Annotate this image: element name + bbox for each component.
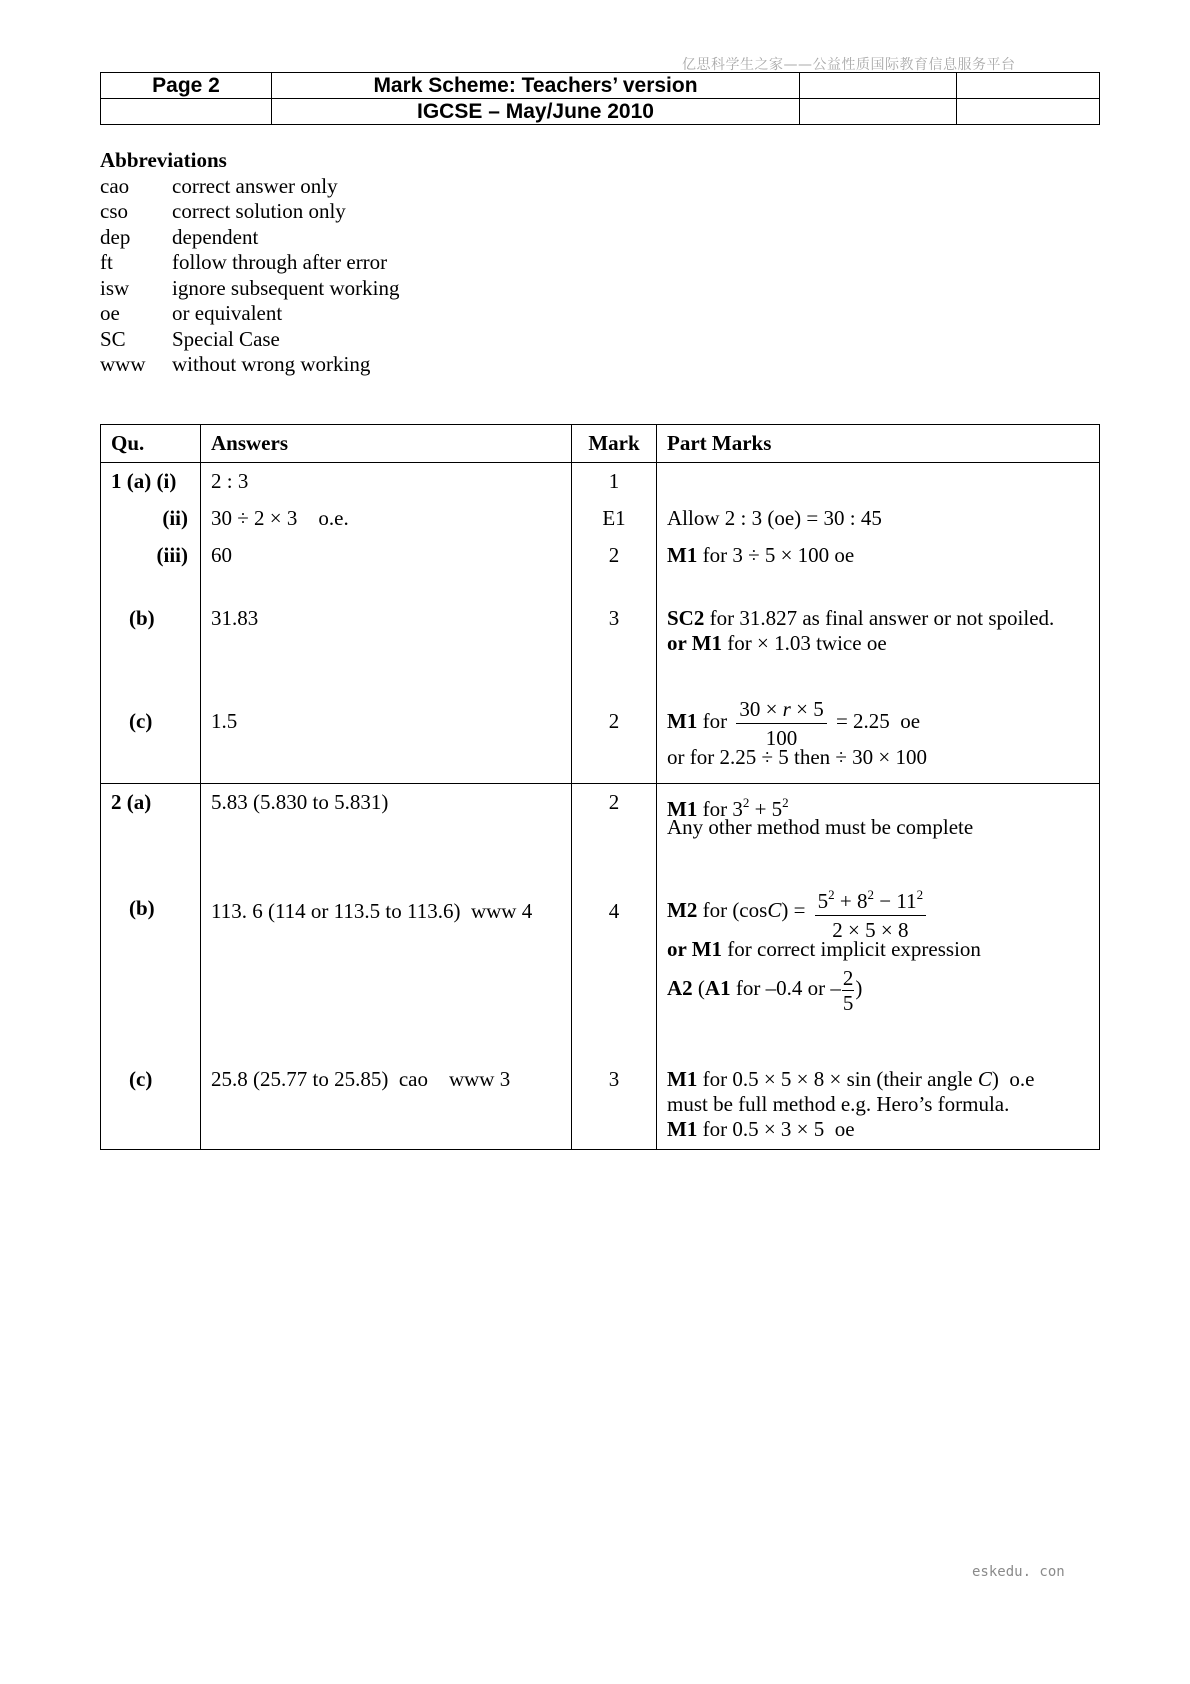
abbreviation-code: isw (100, 275, 130, 300)
question-2-section (101, 784, 1100, 1150)
mark-value: E1 (602, 506, 626, 530)
exponent: 2 (916, 886, 924, 902)
numerator-part: + 8 (834, 888, 868, 913)
part-marks-column (657, 463, 1100, 784)
question-column (101, 463, 201, 784)
mark-value: 3 (608, 1067, 620, 1091)
column-header-qu: Qu. (101, 425, 201, 463)
mark-value: 2 (608, 709, 620, 733)
answer-text: 31.83 (211, 606, 259, 630)
abbreviation-meaning: ignore subsequent working (172, 275, 400, 300)
header-empty-cell (957, 99, 1100, 125)
question-label: 2 (a) (111, 790, 152, 814)
abbreviation-meaning: Special Case (172, 326, 280, 351)
header-empty-cell (957, 73, 1100, 99)
column-header-answers: Answers (201, 425, 572, 463)
fraction-numerator: 2 (842, 965, 854, 990)
abbreviation-row (100, 301, 399, 327)
mark-value: 2 (608, 790, 620, 814)
answers-column (201, 463, 572, 784)
fraction (815, 881, 926, 944)
part-mark-detail: for 0.5 × 5 × 8 × sin (their angle (697, 1067, 978, 1091)
fraction (842, 966, 855, 1015)
mark-code: A2 (667, 976, 693, 1000)
abbreviation-meaning: dependent (172, 224, 259, 249)
part-mark-detail: for correct implicit expression (722, 937, 981, 961)
abbreviation-row (100, 225, 399, 251)
answer-text: 30 ÷ 2 × 3 o.e. (211, 506, 349, 530)
part-mark-text (667, 1067, 1034, 1093)
part-mark-detail: for –0.4 or – (730, 976, 841, 1000)
part-mark-text (667, 606, 1054, 632)
mark-code: A1 (704, 976, 731, 1000)
abbreviation-row (100, 174, 399, 200)
abbreviation-meaning: correct solution only (172, 199, 346, 223)
numerator-part: 5 (817, 888, 829, 913)
mark-value: 2 (608, 543, 620, 567)
part-mark-detail: for (cos (697, 898, 768, 922)
mark-value: 4 (608, 899, 620, 923)
part-mark-text: must be full method e.g. Hero’s formula. (667, 1092, 1010, 1116)
part-mark-detail: + 5 (749, 797, 783, 821)
question-label: (c) (129, 1067, 153, 1091)
exponent: 2 (828, 886, 835, 902)
abbreviation-code: SC (100, 326, 126, 351)
question-1-section (101, 463, 1100, 784)
abbreviations-title: Abbreviations (100, 148, 227, 172)
abbreviation-code: oe (100, 301, 120, 325)
mark-code: or M1 (667, 631, 723, 655)
abbreviation-row (100, 327, 399, 353)
numerator-part: × 5 (790, 696, 824, 721)
part-mark-text (667, 543, 854, 569)
part-mark-detail: for (697, 709, 733, 733)
header-empty-cell (800, 99, 957, 125)
mark-code: or M1 (667, 937, 723, 961)
question-label: (b) (129, 896, 155, 920)
part-mark-detail: for 3 ÷ 5 × 100 oe (697, 543, 855, 567)
abbreviation-row (100, 199, 399, 225)
abbreviation-row (100, 250, 399, 276)
exponent: 2 (742, 795, 750, 810)
question-label: (iii) (156, 543, 188, 567)
question-label: (ii) (162, 506, 188, 530)
part-mark-detail: ) (855, 976, 863, 1000)
mark-code: M1 (667, 709, 698, 733)
mark-code: SC2 (667, 606, 705, 630)
part-mark-text (667, 1117, 855, 1143)
variable-c: C (767, 898, 782, 922)
fraction-numerator (815, 881, 926, 916)
part-mark-detail: ) o.e (991, 1067, 1035, 1091)
numerator-part: − 11 (874, 888, 917, 913)
variable-c: C (977, 1067, 992, 1091)
column-header-mark: Mark (572, 425, 657, 463)
abbreviation-meaning: or equivalent (172, 301, 283, 325)
question-column (101, 784, 201, 1150)
fraction-denominator: 100 (765, 725, 798, 750)
abbreviation-code: www (100, 352, 146, 376)
mark-code: M1 (667, 1117, 698, 1141)
answers-column (201, 784, 572, 1150)
watermark: 亿思科学生之家——公益性质国际教育信息服务平台 (682, 57, 1016, 73)
answer-text: 25.8 (25.77 to 25.85) cao www 3 (211, 1067, 511, 1091)
abbreviation-code: dep (100, 224, 131, 249)
mark-column (572, 784, 657, 1150)
answer-text: 113. 6 (114 or 113.5 to 113.6) www 4 (211, 899, 533, 923)
header-empty-cell (101, 99, 272, 125)
abbreviation-meaning: without wrong working (172, 352, 371, 376)
mark-code: M1 (667, 1067, 698, 1091)
part-mark-detail: ) = (781, 898, 811, 922)
part-marks-column (657, 784, 1100, 1150)
part-mark-text: Any other method must be complete (667, 815, 974, 839)
mark-value: 3 (608, 606, 620, 630)
answer-text: 60 (211, 543, 232, 567)
variable-r: r (782, 696, 791, 721)
fraction-numerator (736, 695, 826, 724)
part-mark-detail: = 2.25 oe (830, 709, 921, 733)
header-table (100, 72, 1100, 125)
abbreviation-code: ft (100, 250, 113, 274)
page-number: Page 2 (101, 73, 272, 99)
abbreviation-row (100, 352, 399, 378)
part-mark-text: Allow 2 : 3 (oe) = 30 : 45 (667, 506, 882, 530)
answer-text: 1.5 (211, 709, 238, 733)
fraction (736, 695, 826, 752)
abbreviation-code: cso (100, 199, 128, 223)
part-mark-detail: for 3 (697, 797, 743, 821)
question-label: 1 (a) (i) (111, 469, 177, 493)
abbreviation-code: cao (100, 173, 130, 198)
abbreviations-list (100, 148, 399, 378)
exam-session: IGCSE – May/June 2010 (272, 99, 800, 125)
mark-value: 1 (608, 469, 620, 493)
document-title: Mark Scheme: Teachers’ version (272, 73, 800, 99)
question-label: (b) (129, 606, 155, 630)
part-mark-text: or for 2.25 ÷ 5 then ÷ 30 × 100 (667, 745, 928, 769)
part-mark-detail: ( (692, 976, 705, 1000)
part-mark-detail: for 0.5 × 3 × 5 oe (697, 1117, 855, 1141)
mark-code: M2 (667, 898, 698, 922)
part-mark-text (667, 958, 862, 1018)
mark-code: M1 (667, 543, 698, 567)
footer-url: eskedu. con (972, 1564, 1065, 1580)
part-mark-detail: for × 1.03 twice oe (722, 631, 887, 655)
answer-text: 2 : 3 (211, 469, 249, 493)
column-header-part-marks: Part Marks (657, 425, 1100, 463)
question-label: (c) (129, 709, 153, 733)
exponent: 2 (867, 886, 875, 902)
fraction-denominator: 2 × 5 × 8 (832, 917, 909, 942)
part-mark-detail: for 31.827 as final answer or not spoiled. (704, 606, 1055, 630)
exponent: 2 (782, 795, 789, 810)
fraction-denominator: 5 (842, 990, 854, 1015)
mark-column (572, 463, 657, 784)
answer-text: 5.83 (5.830 to 5.831) (211, 790, 389, 814)
mark-scheme-table (100, 424, 1100, 1150)
part-mark-text (667, 631, 887, 657)
part-mark-text (667, 878, 930, 944)
numerator-part: 30 × (739, 696, 783, 721)
abbreviation-meaning: follow through after error (172, 250, 388, 274)
header-empty-cell (800, 73, 957, 99)
abbreviation-row (100, 276, 399, 302)
part-mark-text (667, 691, 920, 752)
abbreviation-meaning: correct answer only (172, 173, 338, 198)
mark-code: M1 (667, 797, 698, 821)
